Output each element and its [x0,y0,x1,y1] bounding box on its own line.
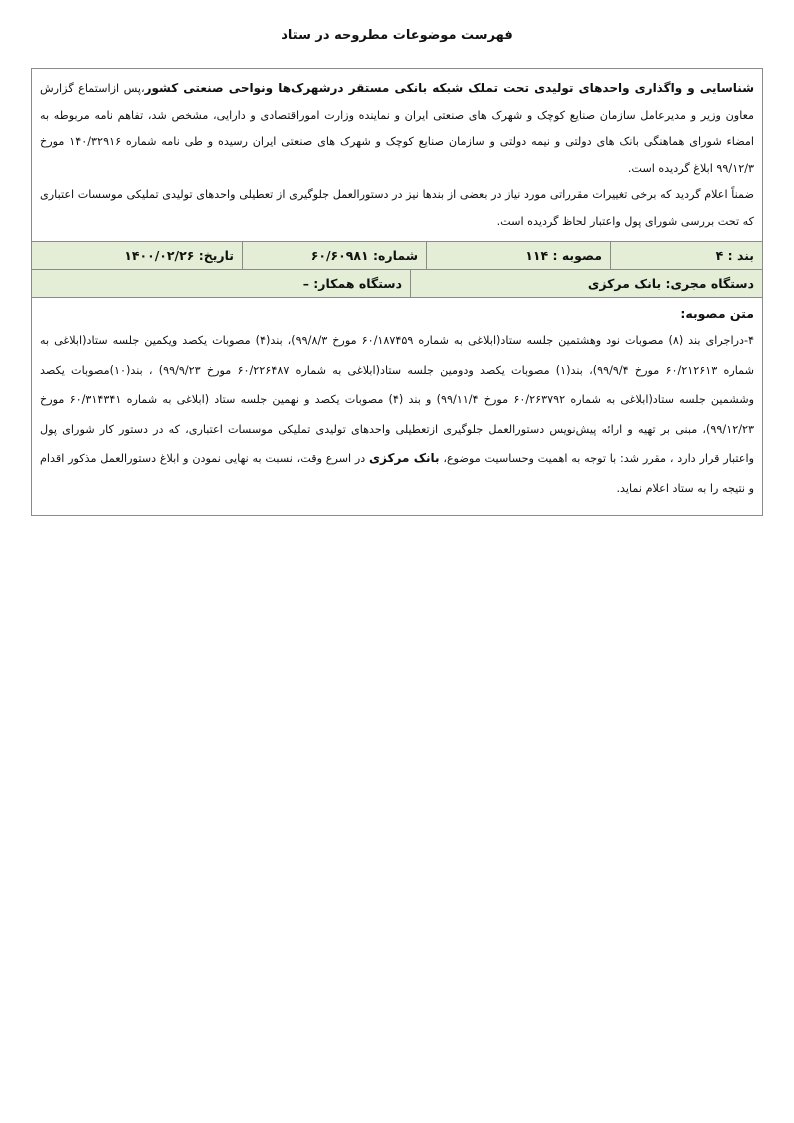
intro-text: ،پس ازاستماع گزارش معاون وزیر و مدیرعامل سازمان صنایع کوچک و شهرک های صنعتی ایران و نماینده وزارت اموراقتصادی و دارایی، مشخص شد، تفاهم نامه مربوطه به امضاء شورای هماهنگی بانک های دولتی و نیمه دولتی و سازمان صنایع کوچک و شهرک های صنعتی ایران رسیده و طی نامه شماره ۱۴۰/۳۲۹۱۶ مورخ ۹۹/۱۲/۳ ابلاغ گردیده است. [40,82,755,175]
approval-cell: مصوبه : ۱۱۴ [426,242,610,269]
page-title: فهرست موضوعات مطروحه در ستاد [281,28,513,43]
resolution-executor-bold: بانک مرکزی [369,451,440,465]
resolution-heading: متن مصوبه: [680,306,754,321]
executor-cell: دستگاه مجری: بانک مرکزی [410,270,762,297]
partner-cell: دستگاه همکار: – [302,276,402,291]
intro-title: شناسایی و واگذاری واحدهای تولیدی تحت تملک شبکه بانکی مستقر درشهرک‌ها ونواحی صنعتی کشور [144,81,755,95]
resolution-text [40,326,754,503]
resolution-section [32,297,762,515]
number-cell: شماره: ۶۰/۶۰۹۸۱ [242,242,426,269]
intro-section [32,69,762,241]
resolution-table [31,68,763,516]
band-cell: بند : ۴ [610,242,762,269]
intro-note: ضمناً اعلام گردید که برخی تغییرات مقرراتی مورد نیاز در بعضی از بندها نیز در دستورالعمل جلوگیری از تعطیلی واحدهای تولیدی تملیکی موسسات اعتباری که تحت بررسی شورای پول واعتبار لحاظ گردیده است. [40,188,754,228]
meta-row-2 [32,269,762,297]
meta-row-1 [32,241,762,269]
resolution-text-part-1: ۴-دراجرای بند (۸) مصوبات نود وهشتمین جلسه ستاد(ابلاغی به شماره ۶۰/۱۸۷۴۵۹ مورخ ۹۹/۸/۳)، بند(۴) مصوبات یکصد ویکمین جلسه ستاد(ابلاغی به شماره ۶۰/۲۱۲۶۱۳ مورخ ۹۹/۹/۴)، بند(۱) مصوبات یکصد ودومین جلسه ستاد(ابلاغی به شماره ۶۰/۲۲۶۴۸۷ مورخ ۹۹/۹/۲۳) ، بند(۱۰)مصوبات یکصد وششمین جلسه ستاد(ابلاغی به شماره ۶۰/۲۶۳۷۹۲ مورخ ۹۹/۱۱/۴) و بند (۴) مصوبات یکصد و نهمین جلسه ستاد (ابلاغی به شماره ۶۰/۳۱۴۳۴۱ مورخ ۹۹/۱۲/۲۳)، مبنی بر تهیه و ارائه پیش‌نویس دستورالعمل جلوگیری ازتعطیلی واحدهای تولیدی تملیکی موسسات اعتباری، که در دستور کار شورای پول واعتبار قرار دارد ، مقرر شد: با توجه به اهمیت وحساسیت موضوع، [40,334,755,465]
resolution-text-part-2: در اسرع وقت، نسبت به نهایی نمودن و ابلاغ دستورالعمل مذکور اقدام و نتیجه را به ستاد اعلام نماید. [40,452,754,495]
date-cell: تاریخ: ۱۴۰۰/۰۲/۲۶ [124,248,234,263]
